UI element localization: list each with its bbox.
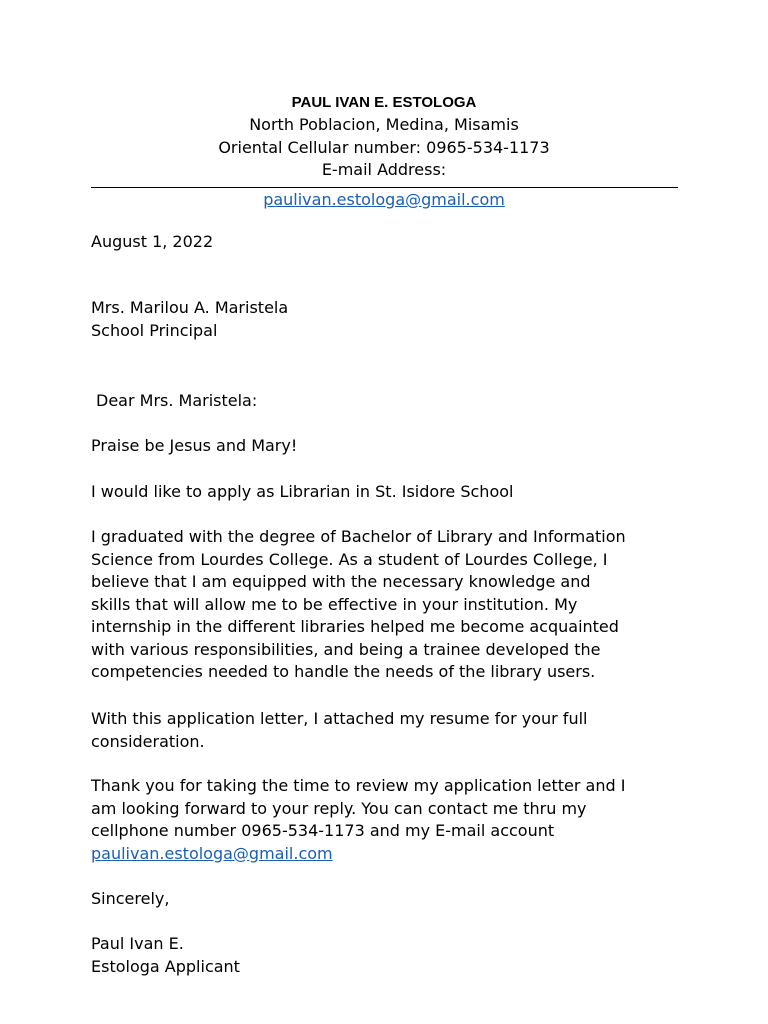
signature-block [91,933,691,978]
greeting: Praise be Jesus and Mary! [91,436,298,455]
paragraph-line: I graduated with the degree of Bachelor of Library and Information [91,527,626,546]
paragraph-line: internship in the different libraries helped me become acquainted [91,617,619,636]
intro-paragraph: I would like to apply as Librarian in St. Isidore School [91,482,514,501]
closing: Sincerely, [91,889,170,908]
recipient-block [91,297,691,342]
recipient-title: School Principal [91,320,218,340]
signature-line-2: Estologa Applicant [91,956,240,976]
sender-address [0,114,768,182]
body-paragraph-1 [91,526,691,684]
paragraph-line: skills that will allow me to be effective in your institution. My [91,594,578,614]
paragraph-line: am looking forward to your reply. You can contact me thru my [91,798,587,818]
address-line-1: North Poblacion, Medina, Misamis [249,115,519,134]
paragraph-line: consideration. [91,731,205,751]
paragraph-line: competencies needed to handle the needs of the library users. [91,662,596,681]
address-line-2: Oriental Cellular number: 0965-534-1173 [218,137,550,157]
body-email-link[interactable]: paulivan.estologa@gmail.com [91,843,333,863]
header-divider [91,187,678,188]
paragraph-line: believe that I am equipped with the necessary knowledge and [91,572,591,591]
body-paragraph-2 [91,708,691,753]
signature-line-1: Paul Ivan E. [91,934,184,953]
paragraph-line: With this application letter, I attached my resume for your full [91,709,588,728]
paragraph-line: cellphone number 0965-534-1173 and my E-mail account [91,821,555,840]
paragraph-line: Thank you for taking the time to review my application letter and I [91,776,626,795]
body-paragraph-3 [91,775,691,865]
body-email-row [91,843,691,866]
address-line-3: E-mail Address: [321,160,447,179]
sender-email-row [0,189,768,212]
recipient-name: Mrs. Marilou A. Maristela [91,298,289,317]
sender-email-link[interactable]: paulivan.estologa@gmail.com [263,190,505,209]
paragraph-line: with various responsibilities, and being a trainee developed the [91,639,601,659]
salutation: Dear Mrs. Maristela: [96,391,258,410]
sender-name: PAUL IVAN E. ESTOLOGA [291,94,477,111]
letter-date: August 1, 2022 [91,232,214,251]
paragraph-line: Science from Lourdes College. As a student of Lourdes College, I [91,549,608,569]
